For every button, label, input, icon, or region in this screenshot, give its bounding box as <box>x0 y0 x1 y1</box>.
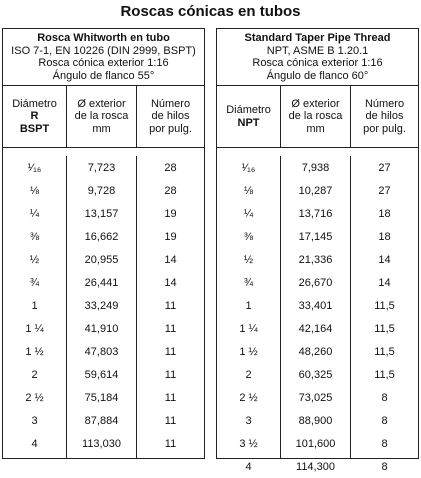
col-label: de hilos <box>365 110 404 123</box>
table-cell: 11,5 <box>374 299 395 312</box>
table-cell: ⅜ <box>243 230 254 243</box>
table-cell: ¹⁄₁₆ <box>27 161 42 174</box>
table-cell: 21,336 <box>298 253 333 266</box>
table-cell: 73,025 <box>298 391 333 404</box>
col-label: mm <box>92 122 111 135</box>
table-cell: 33,401 <box>298 299 333 312</box>
table-cell: ¼ <box>29 207 40 220</box>
bspt-table <box>2 28 205 459</box>
table-cell: 59,614 <box>84 368 119 381</box>
table-cell: 1 ½ <box>239 345 258 358</box>
table-cell: ½ <box>29 253 40 266</box>
table-cell: 13,157 <box>84 207 119 220</box>
table-cell: ¾ <box>243 276 254 289</box>
table-cell: 8 <box>381 414 388 427</box>
col-label: Diámetro <box>226 104 271 116</box>
col-label: BSPT <box>19 122 50 135</box>
table-cell: 114,300 <box>296 460 335 473</box>
table-cell: 1 ½ <box>25 345 44 358</box>
table-cell: 2 <box>245 368 252 381</box>
table-cell: ½ <box>243 253 254 266</box>
col-label: Ø exterior <box>291 97 340 110</box>
bspt-col-diameter-header <box>3 86 67 147</box>
table-cell: 27 <box>378 184 391 197</box>
table-cell: 1 <box>31 299 38 312</box>
table-cell: 7,938 <box>301 161 330 174</box>
table-cell: 11 <box>164 345 177 358</box>
npt-column-headers <box>217 86 418 148</box>
table-cell: 4 <box>31 437 38 450</box>
table-cell: 18 <box>378 230 391 243</box>
table-cell: 87,884 <box>84 414 119 427</box>
table-cell: 2 ½ <box>25 391 44 404</box>
table-cell: ¾ <box>29 276 40 289</box>
col-label: por pulg. <box>149 122 192 135</box>
table-cell: 75,184 <box>84 391 119 404</box>
npt-col-threads-header <box>351 86 418 147</box>
table-cell: 33,249 <box>84 299 119 312</box>
table-cell: 11 <box>164 368 177 381</box>
col-label: mm <box>306 122 325 135</box>
table-cell: 11 <box>164 322 177 335</box>
col-label: de la rosca <box>74 110 129 123</box>
bspt-angle-line: Ángulo de flanco 55° <box>52 69 155 82</box>
bspt-column-headers <box>3 86 204 148</box>
npt-col-outer-diameter <box>281 156 351 473</box>
table-cell: 8 <box>381 391 388 404</box>
table-cell: 1 ¼ <box>25 322 44 335</box>
table-cell: 48,260 <box>298 345 333 358</box>
table-cell: 19 <box>164 230 177 243</box>
npt-col-outer-diameter-header <box>281 86 351 147</box>
table-cell: 18 <box>378 207 391 220</box>
bspt-standard-line: ISO 7-1, EN 10226 (DIN 2999, BSPT) <box>11 44 196 57</box>
table-cell: ⅜ <box>29 230 40 243</box>
table-cell: 17,145 <box>298 230 333 243</box>
table-cell: 11 <box>164 414 177 427</box>
bspt-header <box>3 29 204 86</box>
table-cell: 60,325 <box>298 368 333 381</box>
table-cell: 11,5 <box>374 322 395 335</box>
col-label: de la rosca <box>288 110 343 123</box>
table-cell: ¹⁄₁₆ <box>241 161 256 174</box>
table-cell: 13,716 <box>298 207 333 220</box>
table-cell: 7,723 <box>87 161 116 174</box>
table-cell: 8 <box>381 437 388 450</box>
table-cell: ¼ <box>243 207 254 220</box>
bspt-col-diameter <box>3 156 67 458</box>
table-cell: 101,600 <box>295 437 336 450</box>
bspt-col-outer-diameter <box>67 156 137 458</box>
npt-table <box>216 28 419 473</box>
npt-title: Standard Taper Pipe Thread <box>244 32 391 44</box>
table-cell: 1 ¼ <box>239 322 258 335</box>
bspt-col-threads <box>137 156 204 458</box>
table-cell: 47,803 <box>84 345 119 358</box>
col-label: Número <box>150 97 191 110</box>
table-cell: 14 <box>164 253 177 266</box>
table-cell: 88,900 <box>298 414 333 427</box>
table-cell: 4 <box>245 460 252 473</box>
table-cell: 19 <box>164 207 177 220</box>
page-title: Roscas cónicas en tubos <box>120 3 301 20</box>
col-label: por pulg. <box>363 122 406 135</box>
table-cell: 41,910 <box>84 322 119 335</box>
table-cell: 3 ½ <box>239 437 258 450</box>
table-cell: 14 <box>164 276 177 289</box>
npt-taper-line: Rosca cónica exterior 1:16 <box>252 57 383 69</box>
table-cell: 16,662 <box>84 230 119 243</box>
bspt-taper-line: Rosca cónica exterior 1:16 <box>38 57 169 69</box>
table-cell: 2 ½ <box>239 391 258 404</box>
table-cell: 3 <box>245 414 252 427</box>
bspt-col-outer-diameter-header <box>67 86 137 147</box>
table-cell: 42,164 <box>298 322 333 335</box>
table-cell: 10,287 <box>298 184 333 197</box>
col-label: R <box>30 110 39 123</box>
table-cell: 14 <box>378 253 391 266</box>
npt-body <box>217 148 418 473</box>
table-cell: 11,5 <box>374 345 395 358</box>
col-label: Diámetro <box>12 97 57 110</box>
bspt-body <box>3 148 204 458</box>
table-cell: 20,955 <box>84 253 119 266</box>
table-cell: ⅛ <box>243 184 254 197</box>
col-label: NPT <box>237 116 260 129</box>
table-cell: 14 <box>378 276 391 289</box>
table-cell: 28 <box>164 161 177 174</box>
table-cell: 3 <box>31 414 38 427</box>
table-cell: 26,441 <box>84 276 119 289</box>
table-cell: 11 <box>164 391 177 404</box>
table-cell: 8 <box>381 460 388 473</box>
npt-col-threads <box>351 156 418 473</box>
col-label: Ø exterior <box>77 97 126 110</box>
table-cell: 2 <box>31 368 38 381</box>
bspt-col-threads-header <box>137 86 204 147</box>
table-cell: 27 <box>378 161 391 174</box>
bspt-title: Rosca Whitworth en tubo <box>37 32 170 44</box>
table-cell: 11 <box>164 437 177 450</box>
col-label: Número <box>364 97 405 110</box>
npt-col-diameter <box>217 156 281 473</box>
npt-standard-line: NPT, ASME B 1.20.1 <box>266 44 369 57</box>
table-cell: 9,728 <box>87 184 116 197</box>
npt-col-diameter-header <box>217 86 281 147</box>
npt-header <box>217 29 418 86</box>
table-cell: 113,030 <box>82 437 121 450</box>
npt-angle-line: Ángulo de flanco 60° <box>266 69 369 82</box>
table-cell: 11 <box>164 299 177 312</box>
table-cell: 1 <box>245 299 252 312</box>
col-label: de hilos <box>151 110 190 123</box>
table-cell: 11,5 <box>374 368 395 381</box>
table-cell: 26,670 <box>298 276 333 289</box>
table-cell: 28 <box>164 184 177 197</box>
table-cell: ⅛ <box>29 184 40 197</box>
